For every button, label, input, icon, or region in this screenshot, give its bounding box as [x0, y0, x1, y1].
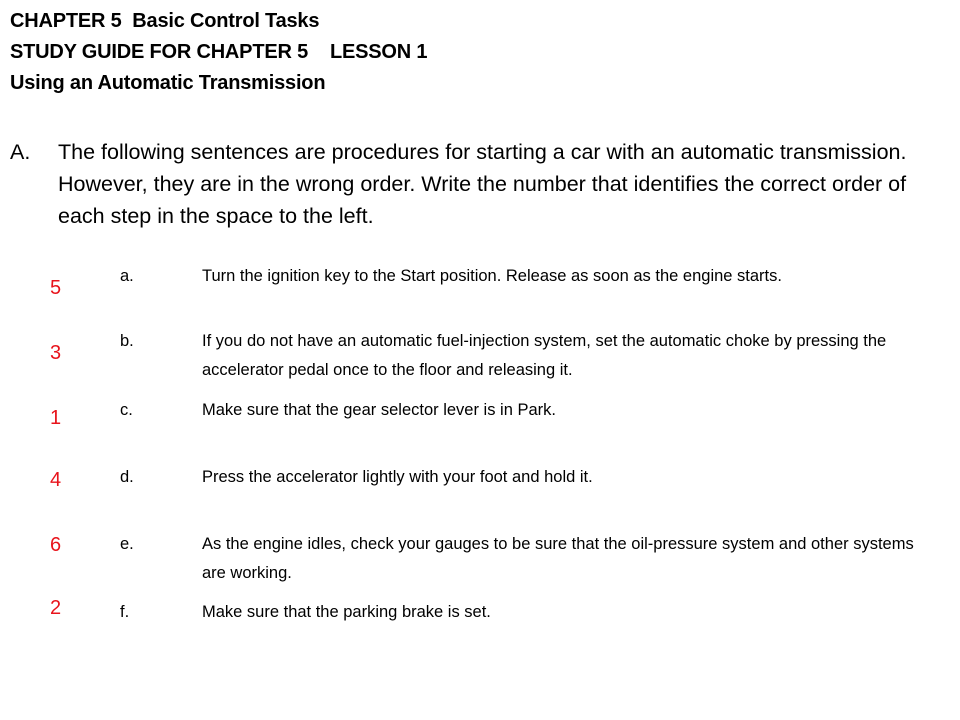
step-text: Make sure that the parking brake is set. [202, 603, 491, 621]
step-text: As the engine idles, check your gauges to be sure that the oil-pressure system and other systems are working. [202, 535, 914, 582]
step-answer: 5 [50, 277, 62, 299]
step-text: Turn the ignition key to the Start position. Release as soon as the engine starts. [202, 267, 782, 285]
step-letter: c. [120, 401, 133, 419]
step-text: If you do not have an automatic fuel-injection system, set the automatic choke by pressing the accelerator pedal once to the floor and releasing it. [202, 332, 887, 379]
chapter-label: CHAPTER 5 [10, 10, 122, 32]
step-letter: a. [120, 267, 134, 285]
study-guide-label: STUDY GUIDE FOR CHAPTER 5 [10, 41, 308, 63]
step-text: Make sure that the gear selector lever is in Park. [202, 401, 556, 419]
section-marker: A. [10, 140, 31, 164]
step-answer: 2 [50, 597, 62, 619]
chapter-title: Basic Control Tasks [132, 10, 320, 32]
topic-heading: Using an Automatic Transmission [10, 72, 326, 94]
step-letter: d. [120, 468, 134, 486]
step-letter: b. [120, 332, 134, 350]
step-text: Press the accelerator lightly with your foot and hold it. [202, 468, 593, 486]
step-letter: e. [120, 535, 134, 553]
step-letter: f. [120, 603, 130, 621]
lesson-label: LESSON 1 [330, 41, 428, 63]
section-instructions: The following sentences are procedures for starting a car with an automatic transmission. However, they are in the wrong order. Write the number that identifies the correct order of each step in the space to the left. [58, 140, 907, 228]
step-answer: 3 [50, 342, 62, 364]
step-answer: 4 [50, 469, 62, 491]
step-answer: 6 [50, 534, 62, 556]
step-answer: 1 [50, 407, 62, 429]
